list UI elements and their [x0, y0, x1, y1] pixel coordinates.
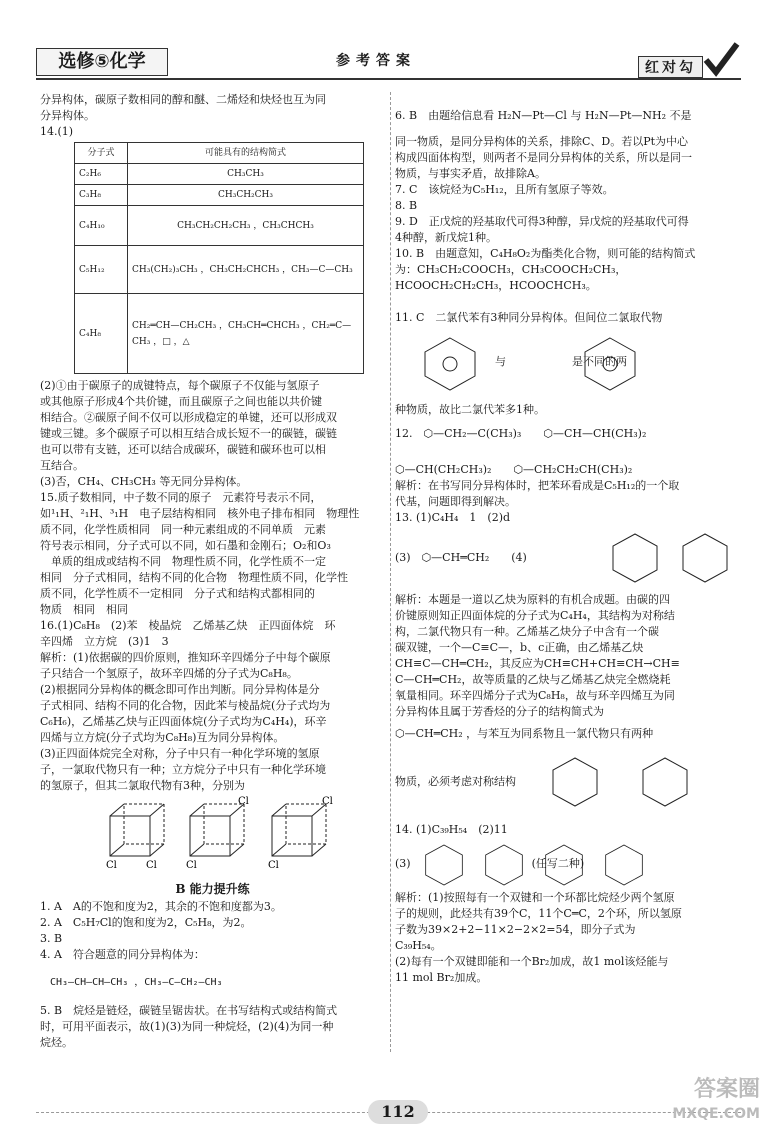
text-line: ⬡—CH═CH₂ ，与苯互为同系物且一氯代物只有两种	[395, 727, 654, 740]
text-line: 10. B 由题意知，C₄H₈O₂为酯类化合物，则可能的结构简式	[395, 247, 696, 260]
text-line: 13. (1)C₄H₄ 1 (2)d	[395, 511, 511, 524]
chlorine-label: Cl	[186, 860, 197, 871]
text-line: 同一物质，是同分异构体的关系，排除C、D。若以Pt为中心	[395, 135, 689, 148]
section-title: 参考答案	[336, 53, 416, 69]
text-line: 也可以带有支链，还可以结合成碳环，碳链和碳环也可以相	[40, 443, 326, 456]
text-line: 7. C 该烷烃为C₅H₁₂，且所有氢原子等效。	[395, 183, 614, 196]
chlorine-label: Cl	[106, 860, 117, 871]
text-line: 如¹₁H、²₁H、³₁H 电子层结构相同 核外电子排布相同 物理性	[40, 507, 360, 520]
text-line: 4. A 符合题意的同分异构体为：	[40, 948, 205, 961]
text-line: 种物质，故比二氯代苯多1种。	[395, 403, 545, 416]
chlorine-label: Cl	[238, 796, 249, 807]
text-line: 12. ⬡—CH₂—C(CH₃)₃ ⬡—CH—CH(CH₃)₂	[395, 427, 647, 440]
table-header: 可能具有的结构简式	[128, 143, 364, 164]
text-line: 的氢原子，但其二氯取代物有3种，分别为	[40, 779, 245, 792]
comparison-text: 与 是不同的两	[495, 355, 627, 368]
text-line: 6. B 由题给信息看 H₂N—Pt—Cl 与 H₂N—Pt—NH₂ 不是	[395, 109, 692, 122]
text-line: C₆H₆)，乙烯基乙炔与正四面体烷(分子式均为C₄H₄)，环辛	[40, 715, 327, 728]
table-row	[75, 246, 364, 294]
structure-formula: CH₃—CH—CH—CH₃ ，CH₃—C—CH₂—CH₃	[50, 977, 223, 988]
question-14: 14.(1)	[40, 125, 74, 138]
table-cell: CH₃CH₃	[128, 164, 364, 185]
right-column	[395, 92, 740, 986]
table-row	[75, 294, 364, 374]
text-line: 11 mol Br₂加成。	[395, 971, 488, 984]
table-cell: CH₃CH₂CH₃	[128, 185, 364, 206]
table-cell: C₅H₁₂	[75, 246, 128, 294]
table-row	[75, 164, 364, 185]
text-line: 11. C 二氯代苯有3种同分异构体。但间位二氯取代物	[395, 311, 663, 324]
text-line: (3) (任写二种)	[395, 857, 585, 870]
cube-2	[190, 804, 244, 856]
chlorine-label: Cl	[268, 860, 279, 871]
chlorine-label: Cl	[146, 860, 157, 871]
text-line: 9. D 正戊烷的羟基取代可得3种醇，异戊烷的羟基取代可得	[395, 215, 689, 228]
text-line: (3)正四面体烷完全对称，分子中只有一种化学环境的氢原	[40, 747, 320, 760]
text-line: 解析：在书写同分异构体时，把苯环看成是C₅H₁₂的一个取	[395, 479, 680, 492]
text-line: 14. (1)C₃₉H₅₄ (2)11	[395, 823, 508, 836]
table-cell: CH₂═CH—CH₂CH₃ ，CH₃CH═CHCH₃ ，CH₂═C—CH₃ ，□ ，△	[128, 294, 364, 374]
text-line: 解析：(1)按照每有一个双键和一个环都比烷烃少两个氢原	[395, 891, 675, 904]
text-line: (2)每有一个双键即能和一个Br₂加成，故1 mol该烃能与	[395, 955, 669, 968]
borazine-structures	[395, 326, 740, 402]
cyclohexene-ring-icon	[599, 840, 649, 890]
watermark-line: 答案圈	[693, 1077, 760, 1102]
hexagon-ring-icon	[415, 334, 485, 394]
table-cell: CH₃(CH₂)₃CH₃ ，CH₃CH₂CHCH₃ ，CH₃—C—CH₃	[128, 246, 364, 294]
text-line: 构成四面体构型，则两者不是同分异构体的关系，所以是同一	[395, 151, 692, 164]
text-line: 物质 相同 相同	[40, 603, 128, 616]
page-number: 112	[368, 1100, 428, 1124]
table-cell: CH₃CH₂CH₂CH₃ ，CH₃CHCH₃	[128, 206, 364, 246]
text-line: C—CH═CH₂，故等质量的乙炔与乙烯基乙炔完全燃烧耗	[395, 673, 671, 686]
text-line: 子的规则，此烃共有39个C，11个C═C，2个环，所以氢原	[395, 907, 682, 920]
text-line: ⬡—CH(CH₂CH₃)₂ ⬡—CH₂CH₂CH(CH₃)₂	[395, 463, 633, 476]
text-line: 16.(1)C₈H₈ (2)苯 棱晶烷 乙烯基乙炔 正四面体烷 环	[40, 619, 336, 632]
text-line: 质不同，化学性质相同 同一种元素组成的不同单质 元素	[40, 523, 326, 536]
table-header: 分子式	[75, 143, 128, 164]
text-line: 相同 分子式相同，结构不同的化合物 物理性质不同，化学性	[40, 571, 348, 584]
text-line: 子，一氯取代物只有一种；立方烷分子中只有一种化学环境	[40, 763, 326, 776]
benzene-ring-icon	[605, 528, 665, 588]
watermark-line: MXQE.COM	[672, 1106, 760, 1122]
text-line: 5. B 烷烃是链烃，碳链呈锯齿状。在书写结构式或结构简式	[40, 1004, 338, 1017]
watermark	[672, 1078, 760, 1126]
text-line: 解析：(1)依据碳的四价原则，推知环辛四烯分子中每个碳原	[40, 651, 331, 664]
cyclohexene-ring-icon	[479, 840, 529, 890]
text-line: 3. B	[40, 932, 63, 945]
text-line: 分异构体。	[40, 109, 95, 122]
text-line: (2)根据同分异构体的概念即可作出判断。同分异构体是分	[40, 683, 320, 696]
text-line: 键或三键。多个碳原子可以相互结合成长短不一的碳链，碳链	[40, 427, 337, 440]
page-footer	[36, 1100, 741, 1124]
text-line: 符号表示相同，分子式可以不同，如石墨和金刚石；O₂和O₃	[40, 539, 331, 552]
cube-1	[110, 804, 164, 856]
table-header-row	[75, 143, 364, 164]
text-line: 子式相同、结构不同的化合物，因此苯与棱晶烷(分子式均为	[40, 699, 331, 712]
isomer-table	[74, 142, 364, 374]
text-line: 辛四烯 立方烷 (3)1 3	[40, 635, 169, 648]
table-row	[75, 206, 364, 246]
text-line: 互结合。	[40, 459, 84, 472]
text-line: 子数为39×2+2−11×2−2×2=54，即分子式为	[395, 923, 636, 936]
text-line: 或其他原子形成4个共价键，而且碳原子之间也能以共价键	[40, 395, 322, 408]
section-heading-b: B 能力提升练	[175, 882, 250, 896]
text-line: 时，可用平面表示，故(1)(3)为同一种烷烃，(2)(4)为同一种	[40, 1020, 334, 1033]
text-line: 价键原则知正四面体烷的分子式为C₄H₄，其结构为对称结	[395, 609, 675, 622]
text-line: 子只结合一个氢原子，故环辛四烯的分子式为C₈H₈。	[40, 667, 298, 680]
text-line: 8. B	[395, 199, 418, 212]
column-divider	[390, 92, 391, 1052]
text-line: 物质，与事实矛盾，故排除A。	[395, 167, 546, 180]
q13-structures	[395, 526, 740, 592]
text-line: 烷烃。	[40, 1036, 73, 1049]
text-line: 4种醇，新戊烷1种。	[395, 231, 497, 244]
text-line: 1. A A的不饱和度为2，其余的不饱和度都为3。	[40, 900, 282, 913]
brand-logo: 红对勾	[638, 56, 703, 78]
table-cell: C₄H₁₀	[75, 206, 128, 246]
benzene-ring-icon	[635, 752, 695, 812]
cyclohexene-ring-icon	[419, 840, 469, 890]
text-line: 氧量相同。环辛四烯分子式为C₈H₈，故与环辛四烯互为同	[395, 689, 675, 702]
text-line: 代基，问题即得到解决。	[395, 495, 516, 508]
text-line: 2. A C₅H₇Cl的饱和度为2，C₅H₈，为2。	[40, 916, 252, 929]
chlorine-label: Cl	[322, 796, 333, 807]
text-line: (2)①由于碳原子的成键特点，每个碳原子不仅能与氢原子	[40, 379, 320, 392]
cyclohexene-ring-icon	[539, 840, 589, 890]
text-line: HCOOCH₂CH₂CH₃，HCOOCHCH₃。	[395, 279, 597, 292]
table-cell: C₂H₆	[75, 164, 128, 185]
cube-3	[272, 804, 326, 856]
text-line: 物质，必须考虑对称结构	[395, 775, 516, 788]
text-line: 构，二氯代物只有一种。乙烯基乙炔分子中含有一个碳	[395, 625, 659, 638]
hexagon-ring-icon	[575, 334, 645, 394]
page-header	[36, 40, 741, 84]
text-line: C₃₉H₅₄。	[395, 939, 442, 952]
benzene-ring-icon	[675, 528, 735, 588]
text-line: (3)否，CH₄、CH₃CH₃ 等无同分异构体。	[40, 475, 248, 488]
text-line: 分异构体且属于芳香烃的分子的结构简式为	[395, 705, 604, 718]
text-line: 碳双键，一个—C≡C—，b、c正确，由乙烯基乙炔	[395, 641, 644, 654]
table-row	[75, 185, 364, 206]
table-cell: C₃H₈	[75, 185, 128, 206]
header-rule	[36, 78, 741, 80]
left-column	[40, 92, 385, 1051]
text-line: 相结合。②碳原子间不仅可以形成稳定的单键，还可以形成双	[40, 411, 337, 424]
subject-title: 选修⑤化学	[36, 48, 168, 76]
text-line: (3) ⬡—CH═CH₂ (4)	[395, 551, 527, 564]
text-line: CH≡C—CH═CH₂，其反应为CH≡CH+CH≡CH→CH≡	[395, 657, 680, 670]
text-line: 分异构体，碳原子数相同的醇和醚、二烯烃和炔烃也互为同	[40, 93, 326, 106]
text-line: 15.质子数相同，中子数不同的原子 元素符号表示不同，	[40, 491, 322, 504]
q13-symmetry-structures	[395, 742, 740, 822]
text-line: 单质的组成或结构不同 物理性质不同，化学性质不一定	[40, 555, 326, 568]
table-cell: C₄H₈	[75, 294, 128, 374]
text-line: 解析：本题是一道以乙炔为原料的有机合成题。由碳的四	[395, 593, 670, 606]
benzene-ring-icon	[545, 752, 605, 812]
text-line: 质不同，化学性质不一定相同 分子式和结构式都相同的	[40, 587, 315, 600]
cube-structures	[40, 794, 370, 874]
checkmark-icon	[701, 40, 741, 80]
text-line: 四烯与立方烷(分子式均为C₈H₈)互为同分异构体。	[40, 731, 285, 744]
q14-structures	[395, 838, 740, 890]
text-line: 为：CH₃CH₂COOCH₃，CH₃COOCH₂CH₃，	[395, 263, 627, 276]
